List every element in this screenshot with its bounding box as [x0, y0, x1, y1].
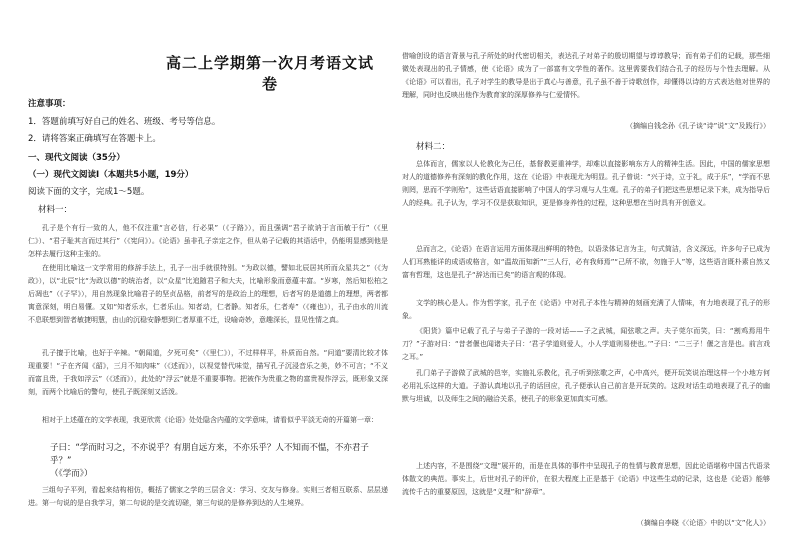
material-2-label: 材料二：	[416, 142, 451, 152]
material-2-paragraph-6: 上述内容，不是围绕“文理”展开的，而是在具体的事件中呈现孔子的性情与教育思想，因此论语堪称中国古代语录体散文的典范。事实上，后世对孔子的评价，在很大程度上正是基于《论语》中这些生动的记录，这也是《论语》能够流传千古的重要原因，这就是“义理”和“辞章”。	[402, 462, 770, 496]
analects-quote-source: （《学而》）	[50, 469, 93, 479]
material-1-label: 材料一：	[38, 205, 73, 215]
notice-item-2: 2．请将答案正确填写在答题卡上。	[28, 134, 161, 144]
material-1-paragraph-5: 三组句子平列，看起来结构相仿，概括了儒家之学的三层含义：学习、交友与修身。实则三者相互联系、层层递进。第一句说的是自我学习，第二句说的是交流切磋，第三句说的是修养到达的人生境界。	[28, 486, 388, 507]
material-1-paragraph-1: 孔子是个有行一致的人，他不仅注重“言必信，行必果”（《子路》），而且强调“君子欲讷于言而敏于行”（《里仁》）、“君子耻其言而过其行”（《宪问》）。《论语》虽非孔子亲定之作，但从弟子记载的其语话中，仍能明显感到他是怎样去履行这种主张的。	[28, 224, 388, 258]
material-1-paragraph-4: 相对于上述蕴在的文学表现，我更欣赏《论语》处处隐含内蕴的文学意味，请看似乎平淡无奇的开篇第一章：	[42, 416, 378, 424]
material-2-paragraph-4: 《阳货》篇中记载了孔子与弟子子游的一段对话——子之武城，闻弦歌之声。夫子莞尔而笑，曰：“割鸡焉用牛刀？”子游对曰：“昔者偃也闻诸夫子曰：‘君子学道则爱人，小人学道则易使也。’”子曰：“二三子！偃之言是也。前言戏之耳。”	[402, 327, 770, 361]
material-1-continued: 借喻创设的语言背景与孔子所处的时代密切相关，表达孔子对弟子的殷切期望与谆谆教导；而有弟子们的记载，那些细微处表现出的孔子情感，使《论语》成为了一部富有文学性的著作。这里需要我们结合孔子的经历与个性去理解。从《论语》可以看出，孔子对学生的教导是出于真心与善意，孔子虽不善于诗歌创作，却懂得以诗的方式表达他对世界的理解，同时也反映出他作为教育家的深厚修养与仁爱情怀。	[402, 52, 770, 99]
page-title: 高二上学期第一次月考语文试卷	[165, 54, 374, 93]
material-1-paragraph-3: 孔子擅于比喻，也好于辛辣。“朝闻道，夕死可矣”（《里仁》），不过样样平，朴质而自然。“问道”要清比较才体现重要！“子在齐闻《韶》，三月不知肉味”（《述而》），以视觉替代味觉，描写孔子沉浸音乐之美，妙不可言；“不义而富且贵，于我如浮云”（《述而》），此处的“浮云”就是不重要事物。把被作为贵重之物的富贵视作浮云，既形象又深刻，而两个比喻后的警句，使孔子既深刻又活泼。	[28, 349, 388, 396]
reading-instruction: 阅读下面的文字，完成1～5题。	[28, 187, 150, 197]
material-2-source: （摘编自李晓《〈论语〉中的以“文”化人》）	[636, 519, 770, 527]
analects-quote: 子曰：“学而时习之，不亦说乎？有朋自远方来，不亦乐乎？人不知而不愠，不亦君子乎？”	[50, 443, 369, 466]
material-2-paragraph-1: 总体而言，儒家以人伦教化为己任，基督教更重神学，却难以直接影响东方人的精神生活。因此，中国的儒家思想对人的道德修养有深刻的教化作用，这在《论语》中表现尤为明显。孔子曾说：“兴于诗，立于礼，成于乐”，“学而不思则罔，思而不学则殆”，这些话语直接影响了中国人的学习观与人生观。孔子的弟子们把这些思想记录下来，成为指导后人的经典。孔子认为，学习不仅是获取知识，更是修身养性的过程，这种思想在当时具有开创意义。	[402, 160, 770, 207]
material-2-paragraph-5: 孔门弟子子游做了武城的邑宰，实施礼乐教化，孔子听到弦歌之声，心中高兴，便开玩笑说治理这样一个小地方何必用礼乐这样的大道。子游认真地以孔子的话回应，孔子便承认自己前言是开玩笑的。这段对话生动地表现了孔子的幽默与坦诚，以及师生之间的融洽关系，使孔子的形象更加真实可感。	[402, 369, 770, 403]
notice-heading: 注意事项：	[28, 99, 71, 109]
material-1-source: （摘编自钱念孙《孔子谈“诗”说“文”及践行》）	[625, 122, 770, 130]
notice-item-1: 1．答题前填写好自己的姓名、班级、考号等信息。	[28, 117, 221, 127]
subsection-heading: （一）现代文阅读Ⅰ（本题共5小题，19分）	[28, 170, 194, 180]
material-2-paragraph-2: 总而言之，《论语》在语言运用方面体现出鲜明的特色，以语录体记言为主，句式简洁，含义深远，许多句子已成为人们耳熟能详的成语或格言，如“温故而知新”“三人行，必有我师焉”“己所不欲，勿施于人”等，这些语言既朴素自然又富有哲理，这也是孔子“辞达而已矣”的语言观的体现。	[402, 245, 770, 279]
section-heading: 一、现代文阅读（35分）	[28, 153, 125, 163]
material-2-paragraph-3: 文学的核心是人。作为哲学家，孔子在《论语》中对孔子本性与精神的刻画充满了人情味，有力地表现了孔子的形象。	[402, 299, 770, 320]
material-1-paragraph-2: 在使用比喻这一文学常用的修辞手法上，孔子一出手就很特别。“为政以德，譬如北辰居其所而众星共之”（《为政》），以“北辰”比“为政以德”的统治者，以“众星”比追随君子和大夫，比喻形象而意蕴丰富。“岁寒，然后知松柏之后凋也”（《子罕》），用自然现象比喻君子的坚贞品格，前者写的是政治上的理想，后者写的是道德上的理想，两者都寓意深刻，明白易懂。又如“知者乐水，仁者乐山。知者动，仁者静。知者乐，仁者寿”（《雍也》），孔子由水的川流不息联想到智者敏捷明慧，由山的沉稳安静想到仁者厚重不迁，设喻奇妙，意趣深长，显见性情之真。	[28, 264, 388, 324]
